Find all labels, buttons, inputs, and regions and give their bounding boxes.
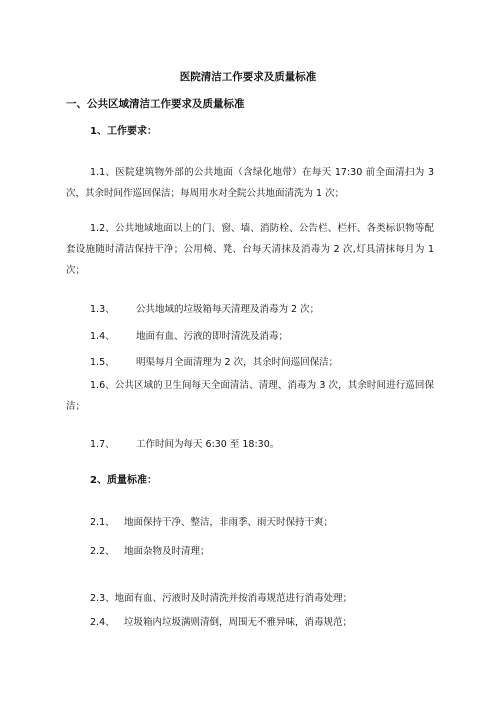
item-text: 地面保持干净、整洁，非雨季、雨天时保持干爽； bbox=[124, 517, 334, 528]
requirement-item-1-7 bbox=[90, 438, 279, 452]
requirement-item-1-6: 1.6、公共区域的卫生间每天全面清洁、清理、消毒为 3 次，其余时间进行巡回保洁； bbox=[66, 380, 434, 412]
standard-item-2-3: 2.3、地面有血、污液时及时清洗并按消毒规范进行消毒处理； bbox=[90, 593, 353, 604]
item-text: 工作时间为每天 6:30 至 18:30。 bbox=[136, 439, 280, 450]
item-text: 地面杂物及时清理； bbox=[124, 546, 210, 557]
item-text: 地面有血、污液的即时清洗及消毒； bbox=[136, 331, 289, 342]
item-number: 2.2、 bbox=[90, 546, 115, 557]
requirement-item-1-4 bbox=[90, 330, 288, 344]
requirements-heading: 1、工作要求： bbox=[90, 126, 157, 137]
requirement-item-1-1: 1.1、医院建筑物外部的公共地面（含绿化地带）在每天 17:30 前全面清扫为 3 次，其余时间作巡回保洁；每周用水对全院公共地面清洗为 1 次； bbox=[66, 167, 434, 199]
standard-item-2-4 bbox=[90, 616, 352, 630]
document-title: 医院清洁工作要求及质量标准 bbox=[179, 71, 317, 83]
item-number: 1.7、 bbox=[90, 439, 115, 450]
item-text: 垃圾箱内垃圾满则清倒，周围无不雅异味，消毒规范； bbox=[124, 617, 353, 628]
item-text: 明渠每月全面清理为 2 次，其余时间巡回保洁； bbox=[136, 357, 339, 368]
item-number: 1.4、 bbox=[90, 331, 115, 342]
item-number: 2.1、 bbox=[90, 517, 115, 528]
item-text: 公共地域的垃圾箱每天清理及消毒为 2 次； bbox=[136, 304, 320, 315]
standards-heading: 2、质量标准： bbox=[90, 475, 157, 486]
requirement-item-1-2: 1.2、公共地域地面以上的门、窗、墙、消防栓、公告栏、栏杆、各类标识物等配套设施随时清洁保持干净；公用椅、凳、台每天清抹及消毒为 2 次,灯具清抹每月为 1 次； bbox=[66, 223, 434, 276]
standard-item-2-2 bbox=[90, 545, 210, 559]
section-heading-public-area: 一、公共区域清洁工作要求及质量标准 bbox=[66, 98, 245, 110]
item-number: 2.4、 bbox=[90, 617, 115, 628]
item-number: 1.3、 bbox=[90, 304, 115, 315]
requirement-item-1-3 bbox=[90, 303, 319, 317]
standard-item-2-1 bbox=[90, 516, 333, 530]
requirement-item-1-5 bbox=[90, 356, 338, 370]
item-number: 1.5、 bbox=[90, 357, 115, 368]
